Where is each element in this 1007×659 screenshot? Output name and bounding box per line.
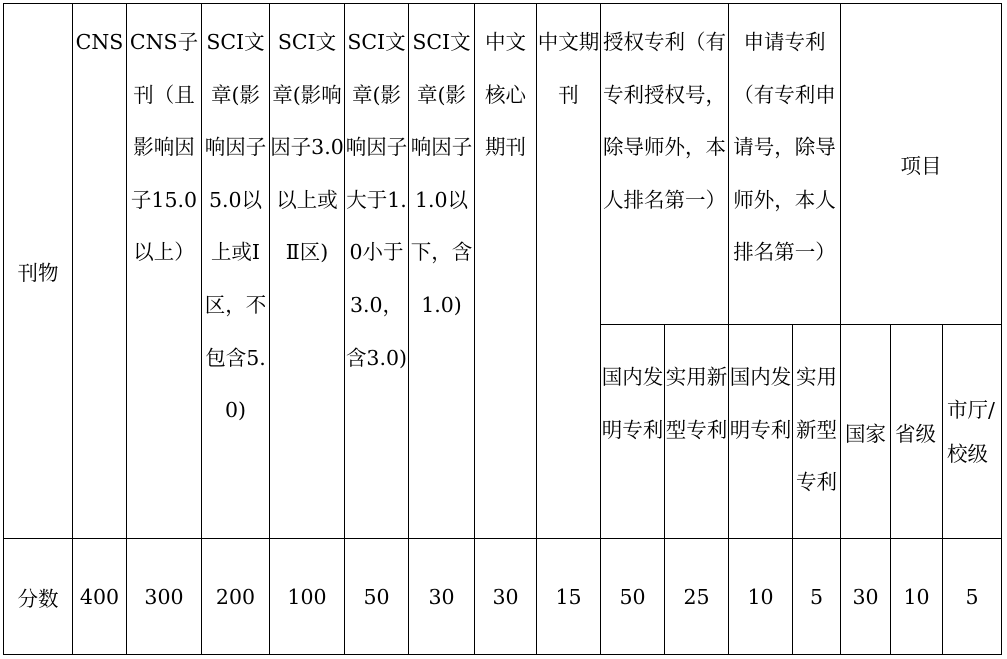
col-header-cns-sub: CNS子刊（且影响因子15.0以上）	[127, 4, 202, 539]
score-cell: 200	[202, 539, 270, 655]
row-header-journal: 刊物	[4, 4, 73, 539]
score-cell: 5	[943, 539, 1002, 655]
col-header-granted-patent: 授权专利（有专利授权号，除导师外，本人排名第一）	[601, 4, 729, 325]
score-cell: 400	[73, 539, 127, 655]
sub-header-granted-utility: 实用新型专利	[665, 325, 729, 539]
score-cell: 300	[127, 539, 202, 655]
score-cell: 30	[409, 539, 475, 655]
row-header-score: 分数	[4, 539, 73, 655]
score-cell: 10	[729, 539, 793, 655]
col-header-cn-core: 中文核心期刊	[475, 4, 537, 539]
col-header-applied-patent: 申请专利（有专利申请号，除导师外，本人排名第一）	[729, 4, 841, 325]
sub-header-project-city: 市厅/校级	[943, 325, 1002, 539]
sub-header-project-provincial: 省级	[891, 325, 943, 539]
sub-header-project-national: 国家	[841, 325, 891, 539]
score-cell: 30	[475, 539, 537, 655]
score-table	[3, 3, 1002, 655]
col-header-sci-5: SCI文章(影响因子5.0以上或Ⅰ区，不包含5.0)	[202, 4, 270, 539]
col-header-sci-low: SCI文章(影响因子1.0以下，含1.0)	[409, 4, 475, 539]
col-header-sci-1: SCI文章(影响因子大于1.0小于3.0，含3.0)	[345, 4, 409, 539]
score-cell: 25	[665, 539, 729, 655]
score-cell: 50	[345, 539, 409, 655]
score-cell: 50	[601, 539, 665, 655]
score-cell: 5	[793, 539, 841, 655]
sub-header-applied-utility: 实用新型专利	[793, 325, 841, 539]
sub-header-applied-invention: 国内发明专利	[729, 325, 793, 539]
score-cell: 10	[891, 539, 943, 655]
col-header-project: 项目	[841, 4, 1002, 325]
sub-header-granted-invention: 国内发明专利	[601, 325, 665, 539]
score-cell: 15	[537, 539, 601, 655]
col-header-sci-3: SCI文章(影响因子3.0以上或Ⅱ区)	[270, 4, 345, 539]
score-cell: 100	[270, 539, 345, 655]
col-header-cn-journal: 中文期刊	[537, 4, 601, 539]
col-header-cns: CNS	[73, 4, 127, 539]
score-cell: 30	[841, 539, 891, 655]
